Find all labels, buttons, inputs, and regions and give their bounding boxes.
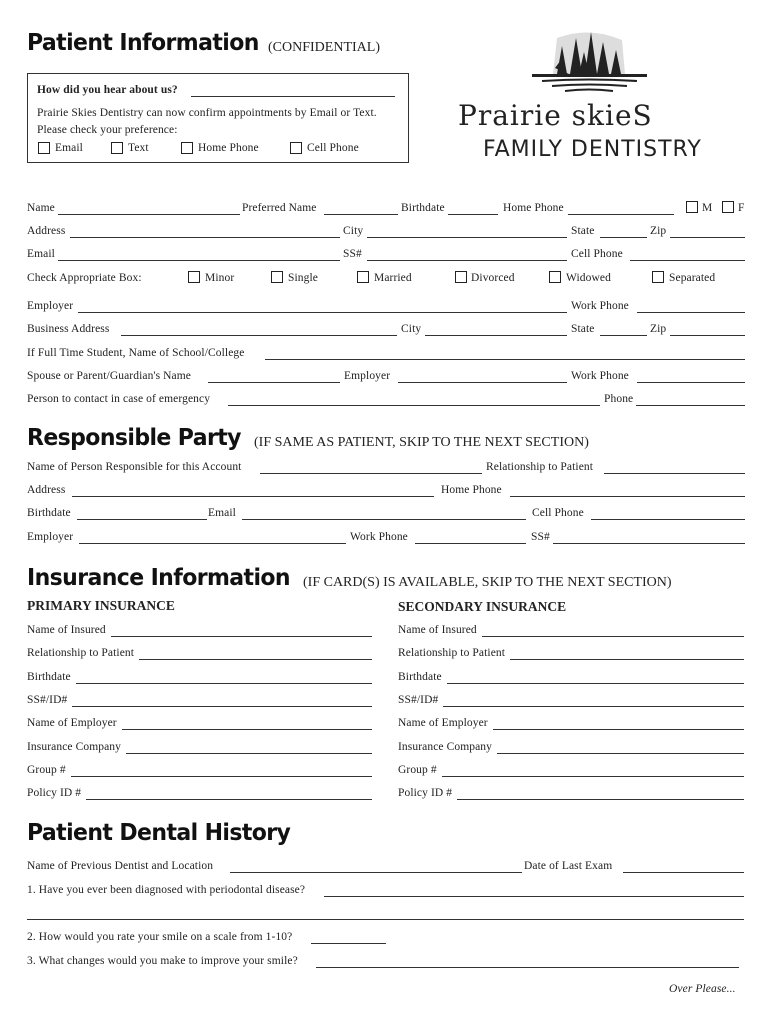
state-field[interactable]	[600, 237, 647, 238]
name-field[interactable]	[58, 214, 240, 215]
emergency-phone-field[interactable]	[636, 405, 745, 406]
birthdate-label: Birthdate	[401, 202, 445, 214]
home-phone-field[interactable]	[568, 214, 674, 215]
secondary-ins-label-2: Birthdate	[398, 671, 442, 683]
divorced-label: Divorced	[471, 272, 515, 284]
business-city-field[interactable]	[425, 335, 567, 336]
employer-field[interactable]	[78, 312, 567, 313]
secondary-ins-field-2[interactable]	[447, 683, 744, 684]
spouse-work-phone-field[interactable]	[637, 382, 745, 383]
pref-home-checkbox[interactable]	[181, 142, 193, 154]
responsible-ss-label: SS#	[531, 531, 550, 543]
preferred-name-field[interactable]	[324, 214, 398, 215]
city-label: City	[343, 225, 364, 237]
secondary-ins-field-4[interactable]	[493, 729, 744, 730]
sex-m-checkbox[interactable]	[686, 201, 698, 213]
question-1-label: 1. Have you ever been diagnosed with periodontal disease?	[27, 884, 306, 896]
responsible-birthdate-field[interactable]	[77, 519, 207, 520]
pref-text-checkbox[interactable]	[111, 142, 123, 154]
responsible-party-note: (IF SAME AS PATIENT, SKIP TO THE NEXT SECTION)	[254, 435, 589, 450]
business-address-field[interactable]	[121, 335, 397, 336]
sex-f-checkbox[interactable]	[722, 201, 734, 213]
primary-ins-field-6[interactable]	[71, 776, 372, 777]
over-please-text: Over Please...	[669, 983, 736, 995]
primary-insurance-heading: PRIMARY INSURANCE	[27, 598, 175, 613]
secondary-ins-label-6: Group #	[398, 764, 437, 776]
business-zip-field[interactable]	[670, 335, 745, 336]
responsible-email-field[interactable]	[242, 519, 526, 520]
last-exam-label: Date of Last Exam	[524, 860, 613, 872]
confirm-text-1: Prairie Skies Dentistry can now confirm appointments by Email or Text.	[37, 107, 377, 119]
business-zip-label: Zip	[650, 323, 667, 335]
check-box-label: Check Appropriate Box:	[27, 272, 142, 284]
emergency-contact-label: Person to contact in case of emergency	[27, 393, 211, 405]
responsible-cell-field[interactable]	[591, 519, 745, 520]
minor-label: Minor	[205, 272, 235, 284]
spouse-work-phone-label: Work Phone	[571, 370, 629, 382]
responsible-home-phone-label: Home Phone	[441, 484, 502, 496]
responsible-employer-label: Employer	[27, 531, 74, 543]
name-label: Name	[27, 202, 55, 214]
secondary-ins-label-0: Name of Insured	[398, 624, 477, 636]
confidential-label: (CONFIDENTIAL)	[268, 40, 380, 55]
responsible-relationship-label: Relationship to Patient	[486, 461, 594, 473]
primary-ins-label-1: Relationship to Patient	[27, 647, 135, 659]
question-2-field[interactable]	[311, 943, 386, 944]
single-checkbox[interactable]	[271, 271, 283, 283]
single-label: Single	[288, 272, 318, 284]
responsible-ss-field[interactable]	[553, 543, 745, 544]
address-field[interactable]	[70, 237, 340, 238]
primary-ins-field-2[interactable]	[76, 683, 372, 684]
pref-cell-label: Cell Phone	[307, 142, 359, 154]
secondary-ins-field-1[interactable]	[510, 659, 744, 660]
birthdate-field[interactable]	[448, 214, 498, 215]
primary-ins-label-6: Group #	[27, 764, 66, 776]
previous-dentist-label: Name of Previous Dentist and Location	[27, 860, 214, 872]
responsible-employer-field[interactable]	[79, 543, 346, 544]
pref-cell-checkbox[interactable]	[290, 142, 302, 154]
logo-brand-name: Prairie skieS	[458, 99, 653, 132]
responsible-name-field[interactable]	[260, 473, 482, 474]
primary-ins-label-5: Insurance Company	[27, 741, 121, 753]
secondary-ins-field-7[interactable]	[457, 799, 744, 800]
secondary-insurance-heading: SECONDARY INSURANCE	[398, 599, 567, 614]
secondary-ins-field-6[interactable]	[442, 776, 744, 777]
employer-label: Employer	[27, 300, 74, 312]
previous-dentist-field[interactable]	[230, 872, 522, 873]
spouse-employer-field[interactable]	[398, 382, 567, 383]
state-label: State	[571, 225, 595, 237]
address-label: Address	[27, 225, 66, 237]
responsible-birthdate-label: Birthdate	[27, 507, 71, 519]
secondary-ins-label-7: Policy ID #	[398, 787, 453, 799]
widowed-label: Widowed	[566, 272, 611, 284]
cell-phone-label: Cell Phone	[571, 248, 623, 260]
secondary-ins-label-5: Insurance Company	[398, 741, 492, 753]
primary-ins-field-1[interactable]	[139, 659, 372, 660]
question-2-label: 2. How would you rate your smile on a scale from 1-10?	[27, 931, 293, 943]
spouse-employer-label: Employer	[344, 370, 391, 382]
secondary-ins-field-3[interactable]	[443, 706, 744, 707]
question-3-label: 3. What changes would you make to improve your smile?	[27, 955, 298, 967]
primary-ins-label-0: Name of Insured	[27, 624, 106, 636]
responsible-work-phone-label: Work Phone	[350, 531, 408, 543]
pref-email-label: Email	[55, 142, 83, 154]
preferred-name-label: Preferred Name	[242, 202, 317, 214]
responsible-work-phone-field[interactable]	[415, 543, 526, 544]
ss-field[interactable]	[367, 260, 567, 261]
insurance-note: (IF CARD(S) IS AVAILABLE, SKIP TO THE NEXT SECTION)	[303, 575, 672, 590]
sex-m-label: M	[702, 202, 713, 214]
secondary-ins-field-5[interactable]	[497, 753, 744, 754]
primary-ins-field-5[interactable]	[126, 753, 372, 754]
primary-ins-label-7: Policy ID #	[27, 787, 82, 799]
married-label: Married	[374, 272, 412, 284]
sex-f-label: F	[738, 202, 745, 214]
question-1-field-line-2[interactable]	[27, 919, 744, 920]
business-state-label: State	[571, 323, 595, 335]
logo-brand-tagline: FAMILY DENTISTRY	[483, 137, 702, 162]
home-phone-label: Home Phone	[503, 202, 564, 214]
business-city-label: City	[401, 323, 422, 335]
primary-ins-label-2: Birthdate	[27, 671, 71, 683]
question-3-field[interactable]	[316, 967, 739, 968]
responsible-home-phone-field[interactable]	[510, 496, 745, 497]
minor-checkbox[interactable]	[188, 271, 200, 283]
email-field[interactable]	[58, 260, 340, 261]
work-phone-field[interactable]	[637, 312, 745, 313]
separated-label: Separated	[669, 272, 716, 284]
primary-ins-field-0[interactable]	[111, 636, 372, 637]
pine-trees-logo-icon	[527, 28, 652, 100]
spouse-field[interactable]	[208, 382, 340, 383]
separated-checkbox[interactable]	[652, 271, 664, 283]
work-phone-label: Work Phone	[571, 300, 629, 312]
business-address-label: Business Address	[27, 323, 110, 335]
primary-ins-field-4[interactable]	[122, 729, 372, 730]
responsible-cell-label: Cell Phone	[532, 507, 584, 519]
secondary-ins-label-4: Name of Employer	[398, 717, 488, 729]
zip-label: Zip	[650, 225, 667, 237]
married-checkbox[interactable]	[357, 271, 369, 283]
hear-about-label: How did you hear about us?	[37, 84, 178, 96]
pref-email-checkbox[interactable]	[38, 142, 50, 154]
responsible-party-heading: Responsible Party	[27, 425, 241, 452]
responsible-address-field[interactable]	[72, 496, 434, 497]
pref-home-label: Home Phone	[198, 142, 259, 154]
widowed-checkbox[interactable]	[549, 271, 561, 283]
fulltime-student-field[interactable]	[265, 359, 745, 360]
secondary-ins-label-3: SS#/ID#	[398, 694, 439, 706]
email-label: Email	[27, 248, 55, 260]
responsible-name-label: Name of Person Responsible for this Account	[27, 461, 242, 473]
secondary-ins-field-0[interactable]	[482, 636, 744, 637]
last-exam-field[interactable]	[623, 872, 744, 873]
secondary-ins-label-1: Relationship to Patient	[398, 647, 506, 659]
fulltime-student-label: If Full Time Student, Name of School/College	[27, 347, 245, 359]
business-state-field[interactable]	[600, 335, 647, 336]
emergency-contact-field[interactable]	[228, 405, 600, 406]
responsible-relationship-field[interactable]	[604, 473, 745, 474]
city-field[interactable]	[367, 237, 567, 238]
pref-text-label: Text	[128, 142, 149, 154]
divorced-checkbox[interactable]	[455, 271, 467, 283]
responsible-address-label: Address	[27, 484, 66, 496]
question-1-field[interactable]	[324, 896, 744, 897]
primary-ins-field-3[interactable]	[72, 706, 372, 707]
ss-label: SS#	[343, 248, 362, 260]
spouse-label: Spouse or Parent/Guardian's Name	[27, 370, 191, 382]
page-title: Patient Information	[27, 30, 259, 57]
primary-ins-field-7[interactable]	[86, 799, 372, 800]
cell-phone-field[interactable]	[630, 260, 745, 261]
emergency-phone-label: Phone	[604, 393, 634, 405]
primary-ins-label-4: Name of Employer	[27, 717, 117, 729]
primary-ins-label-3: SS#/ID#	[27, 694, 68, 706]
insurance-heading: Insurance Information	[27, 565, 290, 592]
responsible-email-label: Email	[208, 507, 236, 519]
hear-about-field[interactable]	[191, 96, 395, 97]
dental-history-heading: Patient Dental History	[27, 820, 291, 847]
zip-field[interactable]	[670, 237, 745, 238]
confirm-text-2: Please check your preference:	[37, 124, 178, 136]
